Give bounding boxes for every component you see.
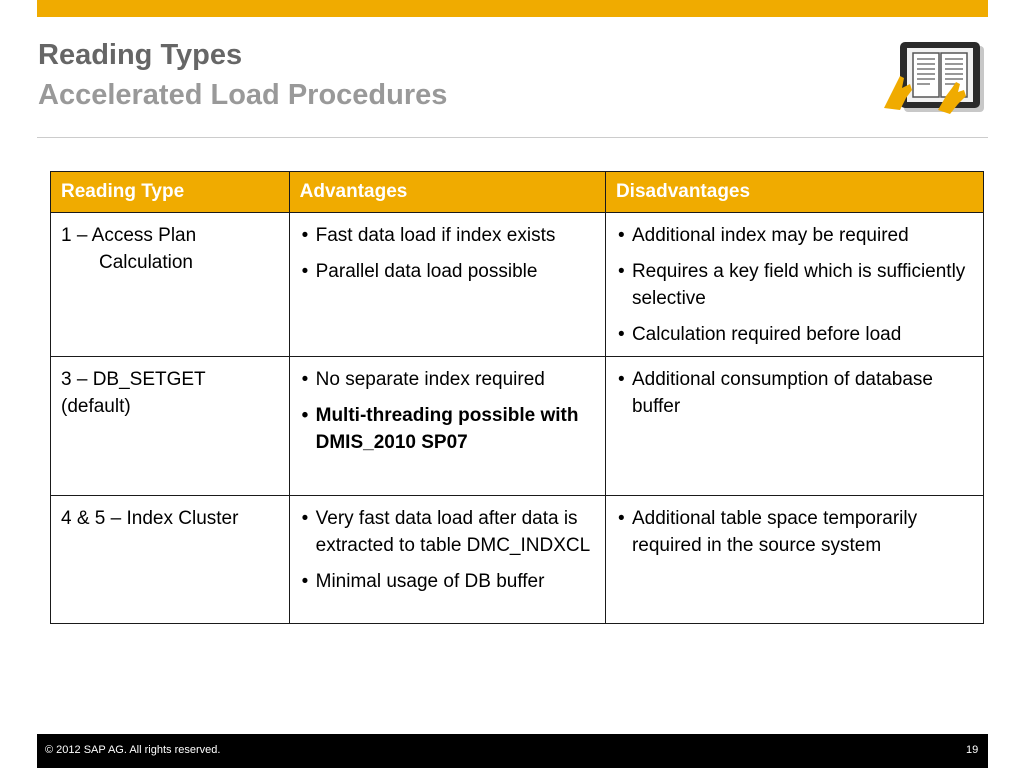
- list-item: • Requires a key field which is sufficiently selective: [616, 258, 973, 312]
- disadvantages-list: [616, 505, 973, 559]
- list-item: • No separate index required: [300, 366, 595, 393]
- advantages-list: [300, 366, 595, 456]
- table-row: [51, 213, 984, 357]
- footer-copyright: © 2012 SAP AG. All rights reserved.: [45, 744, 221, 756]
- table-header-row: [51, 172, 984, 213]
- list-item: • Additional consumption of database buffer: [616, 366, 973, 420]
- title-divider: [37, 137, 988, 138]
- page-number: 19: [966, 744, 979, 756]
- disadvantages-list: [616, 366, 973, 420]
- reading-type-label: 1 – Access Plan Calculation: [61, 225, 197, 273]
- reading-types-table: [50, 171, 984, 624]
- list-item: • Fast data load if index exists: [300, 222, 595, 249]
- list-item: • Minimal usage of DB buffer: [300, 568, 595, 595]
- table-row: [51, 357, 984, 496]
- advantages-cell: [289, 213, 605, 357]
- reading-type-cell: [51, 496, 290, 624]
- list-item: • Parallel data load possible: [300, 258, 595, 285]
- reading-type-cell: [51, 357, 290, 496]
- slide-title: Reading Types: [38, 39, 243, 71]
- advantages-cell: [289, 496, 605, 624]
- top-accent-bar: [37, 0, 988, 17]
- reading-type-label: 4 & 5 – Index Cluster: [61, 508, 239, 529]
- table-row: [51, 496, 984, 624]
- list-item-highlight: • Multi-threading possible with DMIS_2010 SP07: [300, 402, 595, 456]
- advantages-cell: [289, 357, 605, 496]
- list-item: • Additional index may be required: [616, 222, 973, 249]
- disadvantages-cell: [605, 357, 983, 496]
- reading-type-label: 3 – DB_SETGET (default): [61, 369, 206, 417]
- list-item: • Calculation required before load: [616, 321, 973, 348]
- header-disadvantages: Disadvantages: [605, 172, 983, 213]
- advantages-list: [300, 505, 595, 595]
- tablet-reading-icon: [880, 38, 990, 116]
- disadvantages-cell: [605, 496, 983, 624]
- header-advantages: Advantages: [289, 172, 605, 213]
- disadvantages-cell: [605, 213, 983, 357]
- header-reading-type: Reading Type: [51, 172, 290, 213]
- slide-subtitle: Accelerated Load Procedures: [38, 79, 448, 111]
- reading-type-cell: [51, 213, 290, 357]
- disadvantages-list: [616, 222, 973, 348]
- advantages-list: [300, 222, 595, 285]
- list-item: • Very fast data load after data is extracted to table DMC_INDXCL: [300, 505, 595, 559]
- title-block: [38, 37, 447, 113]
- list-item: • Additional table space temporarily required in the source system: [616, 505, 973, 559]
